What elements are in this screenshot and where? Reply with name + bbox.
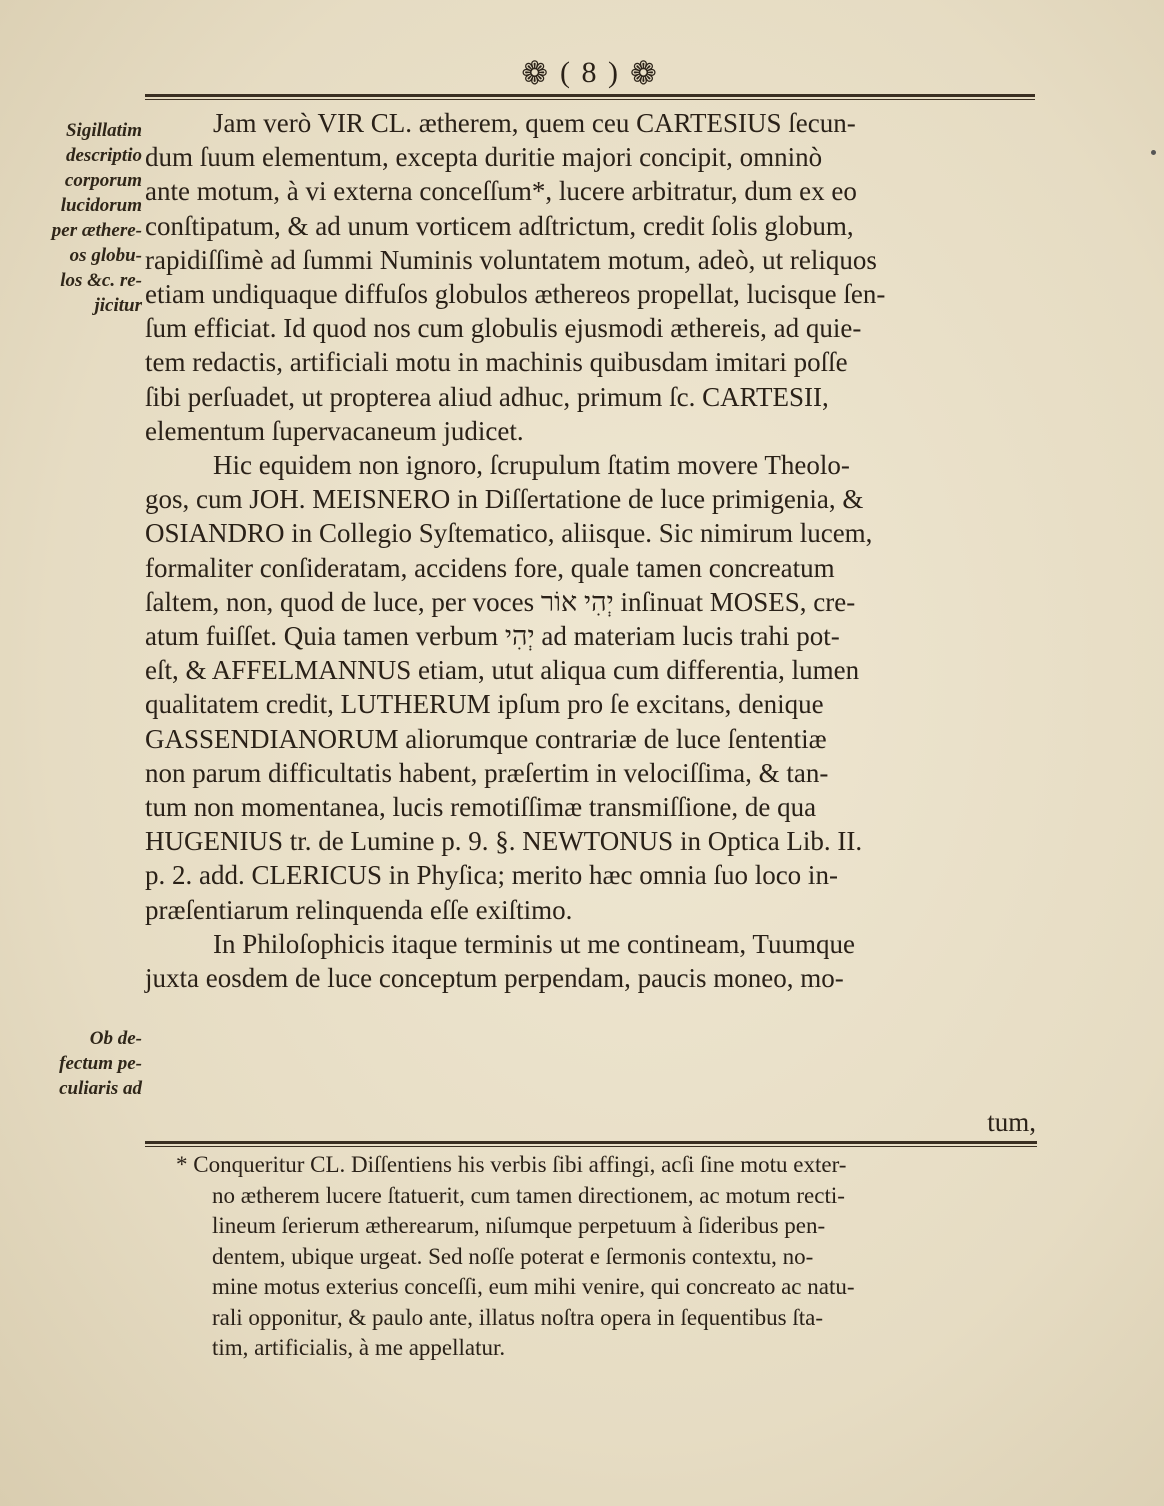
footnote-line: dentem, ubique urgeat. Sed noſſe poterat e ſermonis contextu, no- — [212, 1243, 814, 1269]
text-line: formaliter conſideratam, accidens fore, quale tamen concreatum — [145, 552, 835, 583]
footnote-line: lineum ſerierum ætherearum, niſumque perpetuum à ſideribus pen- — [212, 1213, 826, 1238]
footnote-line: mine motus exterius conceſſi, eum mihi venire, qui concreato ac natu- — [212, 1274, 855, 1299]
running-header — [145, 48, 1035, 104]
text-line: In Philoſophicis itaque terminis ut me contineam, Tuumque — [213, 928, 855, 959]
text-line: dum ſuum elementum, excepta duritie majori concipit, omninò — [145, 142, 823, 173]
paragraph — [145, 106, 1037, 448]
footnote-line: rali opponitur, & paulo ante, illatus noſtra opera in ſequentibus ſta- — [212, 1304, 823, 1330]
footnote-line: * Conqueritur CL. Diſſentiens his verbis ſibi affingi, acſi ſine motu exter- — [176, 1152, 847, 1177]
flower-ornament-left-icon: ❁ — [521, 55, 550, 91]
text-line: eſt, & AFFELMANNUS etiam, utut aliqua cum differentia, lumen — [145, 655, 860, 686]
footnote — [176, 1150, 1036, 1364]
text-line: OSIANDRO in Collegio Syſtematico, aliisque. Sic nimirum lucem, — [145, 518, 873, 549]
margin-note-line: Ob de- — [89, 1028, 142, 1049]
footnote-rule-thin — [145, 1146, 1037, 1147]
footnote-rule — [145, 1141, 1037, 1144]
text-line: tem redactis, artificiali motu in machinis quibusdam imitari poſſe — [145, 347, 848, 378]
text-line: HUGENIUS tr. de Lumine p. 9. §. NEWTONUS in Optica Lib. II. — [145, 826, 863, 857]
catchword: tum, — [987, 1107, 1036, 1137]
text-line: juxta eosdem de luce conceptum perpendam, paucis moneo, mo- — [145, 963, 844, 994]
paragraph — [145, 927, 1037, 995]
header-rule — [145, 94, 1035, 97]
margin-note-line: culiaris ad — [59, 1078, 142, 1099]
margin-note-line: los &c. re- — [60, 270, 142, 291]
margin-note-line: fectum pe- — [59, 1053, 142, 1074]
margin-note-line: descriptio — [66, 145, 142, 166]
text-line: qualitatem credit, LUTHERUM ipſum pro ſe excitans, denique — [145, 689, 824, 720]
page-number-text: ( 8 ) — [560, 56, 620, 89]
text-line: non parum difficultatis habent, præſertim in velociſſima, & tan- — [145, 757, 829, 788]
margin-note-line: per æthere- — [51, 220, 142, 241]
paragraph — [145, 448, 1037, 927]
margin-note-line: jicitur — [94, 295, 142, 316]
text-line: ſaltem, non, quod de luce, per voces יְהִי אוֹר inſinuat MOSES, cre- — [145, 586, 856, 617]
text-line: tum non momentanea, lucis remotiſſimæ transmiſſione, de qua — [145, 792, 817, 823]
page-number — [145, 54, 1035, 92]
text-line: Hic equidem non ignoro, ſcrupulum ſtatim movere Theolo- — [213, 450, 850, 481]
flower-ornament-right-icon: ❁ — [629, 55, 659, 91]
margin-note-line: os globu- — [69, 245, 142, 266]
footnote-line: no ætherem lucere ſtatuerit, cum tamen directionem, ac motum recti- — [212, 1182, 845, 1208]
text-line: Jam verò VIR CL. ætherem, quem ceu CARTESIUS ſecun- — [213, 108, 856, 138]
text-line: p. 2. add. CLERICUS in Phyſica; merito hæc omnia ſuo loco in- — [145, 860, 838, 891]
ink-speck — [1151, 150, 1156, 155]
text-line: GASSENDIANORUM aliorumque contrariæ de luce ſententiæ — [145, 723, 827, 754]
margin-note — [4, 1026, 142, 1101]
text-line: elementum ſupervacaneum judicet. — [145, 415, 524, 446]
text-line: ante motum, à vi externa conceſſum*, lucere arbitratur, dum ex eo — [145, 176, 857, 207]
margin-note-line: Sigillatim — [65, 120, 142, 141]
text-line: gos, cum JOH. MEISNERO in Diſſertatione de luce primigenia, & — [145, 484, 864, 515]
margin-note-line: corporum — [64, 170, 142, 191]
margin-note-line: lucidorum — [60, 195, 142, 216]
text-line: ſibi perſuadet, ut propterea aliud adhuc, primum ſc. CARTESII, — [145, 381, 829, 412]
text-line: ſum efficiat. Id quod nos cum globulis ejusmodi æthereis, ad quie- — [145, 313, 862, 344]
margin-note — [4, 118, 142, 318]
main-text — [145, 106, 1037, 995]
text-line: præſentiarum relinquenda eſſe exiſtimo. — [145, 894, 573, 925]
text-line: conſtipatum, & ad unum vorticem adſtrictum, credit ſolis globum, — [145, 210, 854, 241]
header-rule-thin — [145, 99, 1035, 100]
text-line: rapidiſſimè ad ſummi Numinis voluntatem motum, adeò, ut reliquos — [145, 244, 877, 275]
footnote-line: tim, artificialis, à me appellatur. — [212, 1335, 506, 1360]
text-line: etiam undiquaque diffuſos globulos æthereos propellat, lucisque ſen- — [145, 279, 886, 310]
text-line: atum fuiſſet. Quia tamen verbum יְהִי ad materiam lucis trahi pot- — [145, 621, 840, 652]
